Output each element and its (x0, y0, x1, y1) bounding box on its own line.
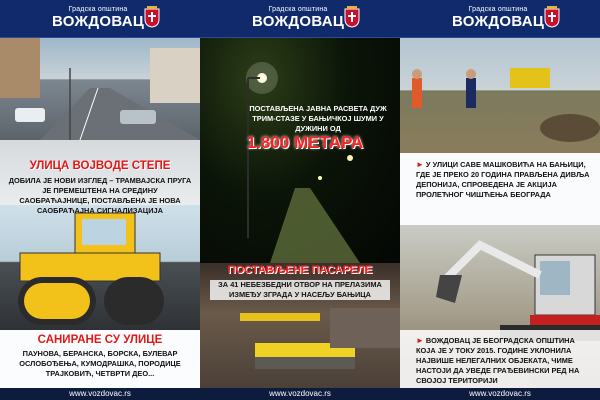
panel1-headline2: САНИРАНЕ СУ УЛИЦЕ (37, 334, 163, 346)
coat-of-arms-icon (344, 6, 360, 28)
header-title: ВОЖДОВАЦ (52, 13, 145, 30)
header-title: ВОЖДОВАЦ (252, 13, 345, 30)
footer-bar (200, 388, 400, 400)
panel3-text2-block (416, 336, 592, 386)
header-subtitle: Градска општина (468, 6, 528, 13)
cleanup-photo (400, 38, 600, 153)
panel2-headline: ПОСТАВЉЕНЕ ПАСАРЕЛЕ (227, 264, 373, 276)
coat-of-arms-icon (144, 6, 160, 28)
panel-street-works (0, 0, 200, 400)
street-scene-illustration (0, 38, 200, 140)
header-bar (0, 0, 200, 38)
panel3-text1: У УЛИЦИ САВЕ МАШКОВИЋА НА БАЊИЦИ, ГДЕ ЈЕ ПРЕКО 20 ГОДИНА ПРАВЉЕНА ДИВЉА ДЕПОНИЈА, СПРОВЕДЕНА ЈЕ АКЦИЈА ПРОЛЕЋНОГ ЧИШЋЕЊА БЕОГРАДА (416, 160, 590, 199)
panel2-body: ЗА 41 НЕБЕЗБЕДНИ ОТВОР НА ПРЕЛАЗИМА ИЗМЕЂУ ЗГРАДА У НАСЕЉУ БАЊИЦА (210, 280, 390, 300)
coat-of-arms-icon (544, 6, 560, 28)
footer-url[interactable]: www.vozdovac.rs (469, 389, 531, 398)
panel3-text1-block (416, 160, 592, 200)
header-title: ВОЖДОВАЦ (452, 13, 545, 30)
header-bar (400, 0, 600, 38)
panel-lighting (200, 0, 400, 400)
header-subtitle: Градска општина (68, 6, 128, 13)
arrow-icon: ► (416, 160, 424, 169)
header-bar (200, 0, 400, 38)
panel1-headline: УЛИЦА ВОЈВОДЕ СТЕПЕ (29, 160, 171, 172)
footer-bar (0, 388, 200, 400)
arrow-icon: ► (416, 336, 424, 345)
road-roller-illustration (0, 205, 200, 330)
cleanup-illustration (400, 38, 600, 153)
footer-url[interactable]: www.vozdovac.rs (269, 389, 331, 398)
footer-url[interactable]: www.vozdovac.rs (69, 389, 131, 398)
roller-photo (0, 205, 200, 330)
footer-bar (400, 388, 600, 400)
lighting-intro: ПОСТАВЉЕНА ЈАВНА РАСВЕТА ДУЖ ТРИМ-СТАЗЕ У БАЊИЧКОЈ ШУМИ У ДУЖИНИ ОД (249, 104, 387, 133)
lighting-length: 1.800 МЕТАРА (246, 133, 364, 152)
header-subtitle: Градска општина (268, 6, 328, 13)
panel-cleanup (400, 0, 600, 400)
street-photo (0, 38, 200, 140)
panel3-text2: ВОЖДОВАЦ ЈЕ БЕОГРАДСКА ОПШТИНА КОЈА ЈЕ У ТОКУ 2015. ГОДИНЕ УКЛОНИЛА НАЈВИШЕ НЕЛЕГАЛНИХ ОБЈЕКАТА, ЧИМЕ НАСТОЈИ ДА УВЕДЕ ГРАЂЕВИНСКИ РЕД НА СВОЈОЈ ТЕРИТОРИЈИ (416, 336, 580, 385)
panel1-body: ДОБИЛА ЈЕ НОВИ ИЗГЛЕД – ТРАМВАЈСКА ПРУГА ЈЕ ПРЕМЕШТЕНА НА СРЕДИНУ САОБРАЋАЈНИЦЕ, ПОСТАВЉЕНА ЈЕ НОВА САОБРАЋАЈНА СИГНАЛИЗАЦИЈА (8, 176, 192, 215)
panel1-body2: ПАУНОВА, БЕРАНСКА, БОРСКА, БУЛЕВАР ОСЛОБОЂЕЊА, КУМОДРАШКА, ПОРОДИЦЕ ТРАЈКОВИЋ, ЧЕТВРТИ ДЕО... (19, 349, 181, 378)
